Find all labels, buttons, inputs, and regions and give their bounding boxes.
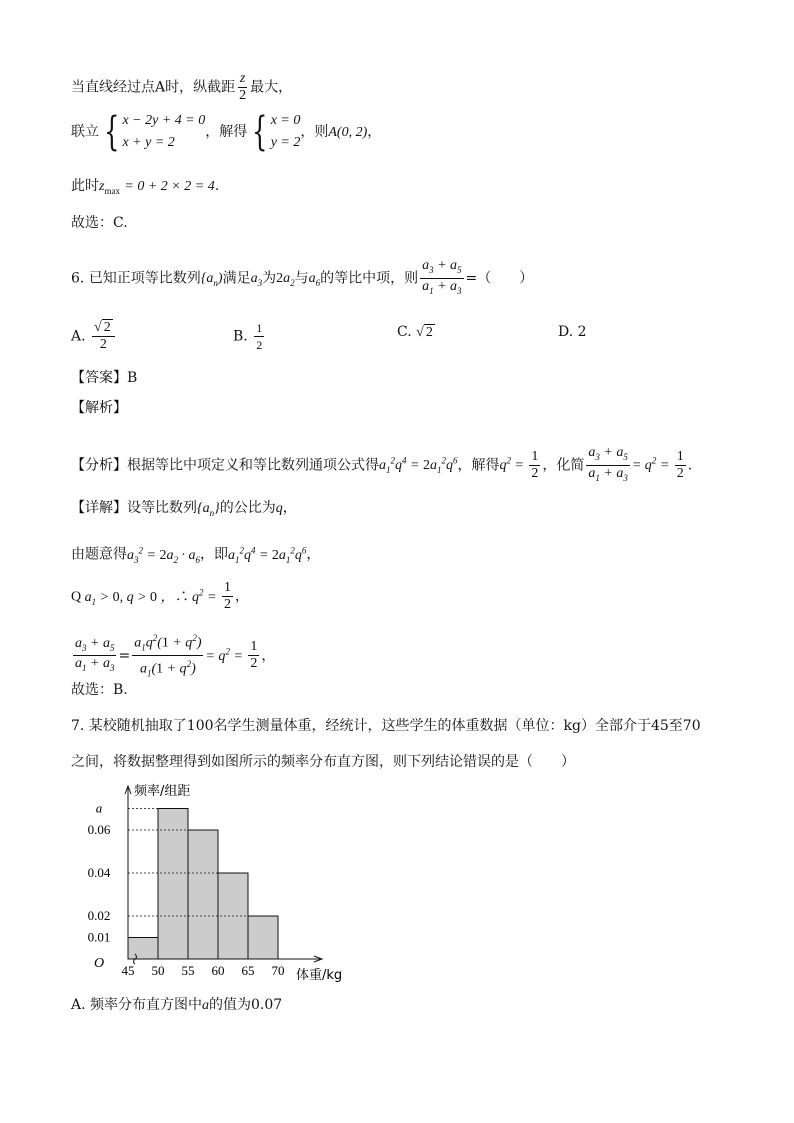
histogram-bar	[128, 938, 158, 960]
text: ，即	[199, 546, 228, 563]
x-tick-label: 65	[241, 963, 255, 978]
option-A: A. $\frac{√ 2}{2}$	[71, 320, 117, 353]
system2-row2: y = 2	[270, 135, 301, 150]
text: 满足	[222, 270, 251, 287]
option-B: B. $\frac{1}{2}$	[233, 321, 263, 352]
xiangjie-tag: 详解	[85, 500, 113, 516]
x-tick-label: 50	[151, 963, 165, 978]
y-axis-label: 频率/组距	[134, 784, 191, 799]
solution-line-2: 联立 { x − 2y + 4 = 0 x + y = 2 ，解得 { x = 0 y = 2 ，则A(0, 2)，	[71, 109, 382, 155]
q7-stem-line1: 7. 某校随机抽取了100名学生测量体重，经统计，这些学生的体重数据（单位：kg）全部介于45至70	[71, 718, 701, 734]
y-tick-label: 0.04	[87, 865, 111, 880]
text: 根据等比中项定义和等比数列通项公式得	[127, 457, 379, 474]
text: 此时	[71, 178, 99, 194]
text: 与	[294, 270, 309, 287]
answer-line: 【答案】B	[71, 370, 138, 386]
point-A: A(0, 2)	[328, 125, 368, 140]
y-tick-label: 0.06	[87, 822, 111, 837]
max-expression: = 0 + 2 × 2 = 4．	[124, 179, 229, 194]
option-label: A.	[71, 328, 86, 345]
q7-option-A	[71, 995, 282, 1016]
analysis-line: 【解析】	[71, 400, 127, 416]
text: 当直线经过点A时，纵截距	[71, 79, 236, 96]
x-tick-label: 70	[271, 963, 285, 978]
text: ，	[306, 546, 321, 563]
solution-line-3: 此时$z_{max} = 0 + 2 \times 2 = 4$．	[71, 178, 229, 196]
text: ，解得	[457, 457, 500, 474]
text: 的公比为	[219, 500, 276, 516]
text: 联立	[71, 124, 99, 140]
variable-a: a	[202, 998, 210, 1013]
x-tick-label: 55	[181, 963, 195, 978]
y-tick-label: 0.02	[87, 908, 111, 923]
x-axis-label: 体重/kg	[296, 968, 343, 983]
text: 设等比数列	[127, 500, 197, 516]
text: A. 频率分布直方图中	[71, 997, 203, 1013]
answer-value: B	[127, 370, 138, 386]
histogram-bar	[188, 830, 218, 959]
x-tick-label: 45	[121, 963, 135, 978]
choose-C: 故选：C.	[71, 215, 128, 231]
histogram-bar	[248, 916, 278, 959]
histogram-bar	[158, 809, 188, 960]
text: ，	[234, 588, 249, 605]
origin-label: O	[94, 956, 105, 971]
text: ，	[261, 647, 276, 664]
detail-line-1: 由题意得$a_3^2 = 2a_2 \cdot a_6$，即$a_1^2q^4 = 2a_1^2q^6$，	[71, 545, 321, 565]
text: ，	[367, 124, 382, 140]
text: 的等比中项，则	[320, 270, 419, 287]
q-number: 6.	[71, 270, 85, 287]
xiangjie-line: 【详解】设等比数列$\{a_n\}$的公比为q，	[71, 500, 297, 518]
text: ，解得	[205, 124, 248, 140]
q7-stem-line2: 之间，将数据整理得到如图所示的频率分布直方图，则下列结论错误的是（ ）	[71, 754, 575, 770]
fenxi-line: 【分析】根据等比中项定义和等比数列通项公式得$a_1^2q^4 = 2a_1^2q^6$，解得$q^2$ = $\frac{1}{2}$ ，化简 $\frac{a_3 + a_5}{a_1 + a_3}$ = $q^2$ = $\frac{1}{2}$ .	[71, 445, 693, 483]
answer-tag: 答案	[85, 370, 113, 386]
since-symbol: Q	[71, 589, 82, 605]
q6-stem: 6. 已知正项等比数列$\{a_n)$满足$a_3$为$2a_2$与$a_6$的等比中项，则 $\frac{a_3 + a_5}{a_1 + a_3}$ =（ ）	[71, 258, 534, 296]
choose-B: 故选：B.	[71, 682, 128, 698]
option-label: D.	[558, 324, 574, 340]
text: =（ ）	[465, 270, 534, 287]
y-tick-label: a	[95, 800, 103, 816]
option-label: C.	[397, 324, 412, 340]
system1-row1: x − 2y + 4 = 0	[122, 113, 206, 128]
option-D	[558, 322, 587, 342]
option-value: 2	[577, 324, 587, 340]
text: 由题意得	[71, 546, 127, 563]
frequency-histogram	[66, 778, 366, 983]
detail-line-2: Q $a_1 > 0$, q > 0 ，∴ $q^2$ = $\frac{1}{2}$ ，	[71, 580, 249, 612]
option-C: C. √ 2	[397, 324, 433, 340]
solution-line-1: 当直线经过点A时，纵截距 $\frac{z}{2}$ 最大，	[71, 71, 293, 103]
analysis-tag: 解析	[85, 400, 113, 416]
system1-row2: x + y = 2	[122, 135, 175, 150]
system2-row1: x = 0	[270, 113, 301, 128]
x-tick-label: 60	[211, 963, 225, 978]
text: 为	[262, 270, 277, 287]
option-label: B.	[233, 328, 248, 345]
detail-line-3: $\frac{a_3 + a_5}{a_1 + a_3}$ = $\frac{a_1q^2(1 + q^2)}{a_1(1 + q^2)}$ = $q^2$ = $\frac{1}{2}$ ，	[71, 630, 275, 682]
y-tick-label: 0.01	[87, 929, 111, 945]
text: 的值为0.07	[209, 997, 283, 1013]
text: ，则	[300, 124, 329, 140]
text: ，化简	[542, 457, 585, 474]
text: 已知正项等比数列	[88, 270, 201, 287]
fenxi-tag: 分析	[85, 457, 113, 474]
text: 最大，	[250, 79, 293, 96]
